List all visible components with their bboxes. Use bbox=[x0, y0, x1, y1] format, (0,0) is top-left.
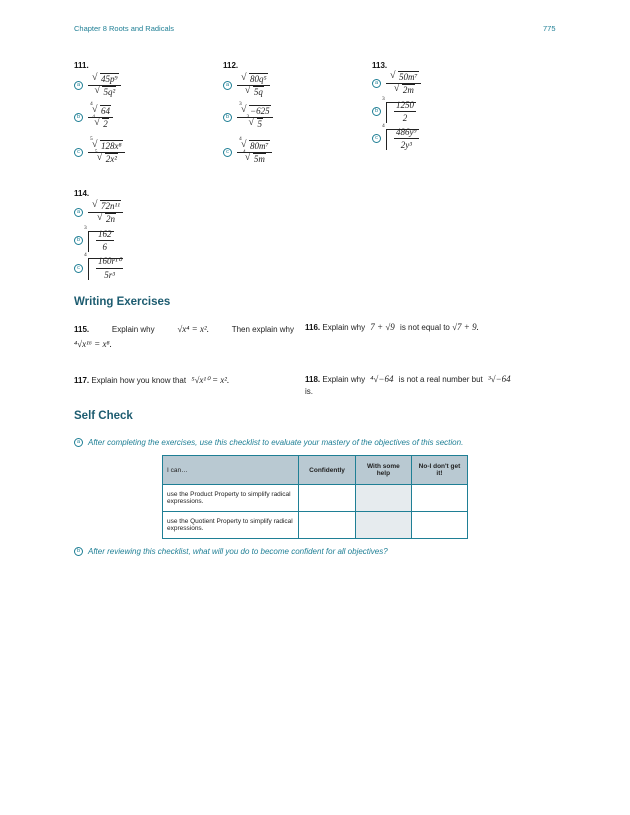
page-number: 775 bbox=[543, 24, 556, 33]
problem-part bbox=[372, 122, 419, 151]
radical-fraction: √ 45p⁹ √ 5q² bbox=[88, 74, 121, 97]
part-label-circle: a bbox=[74, 81, 83, 90]
table-row bbox=[163, 485, 468, 512]
part-label-circle: a bbox=[372, 79, 381, 88]
problem-number: 111. bbox=[74, 61, 89, 70]
part-label-circle: b bbox=[223, 113, 232, 122]
radical-fraction: √ 4 80m⁷ √ 4 5m bbox=[237, 141, 272, 164]
problem-part bbox=[223, 72, 270, 98]
with-some-help-cell[interactable] bbox=[355, 485, 411, 512]
exercise-116: 116. Explain why 7 + √9 is not equal to √7 + 9. bbox=[305, 322, 479, 332]
objective-cell: use the Product Property to simplify radical expressions. bbox=[163, 485, 299, 512]
part-label-circle: c bbox=[372, 134, 381, 143]
confidently-cell[interactable] bbox=[299, 485, 356, 512]
radical-of-fraction: 4 $\frac{\text{486y⁹}}{\text{2y³}}$ bbox=[382, 122, 417, 150]
part-label-circle: b bbox=[74, 113, 83, 122]
objective-cell: use the Quotient Property to simplify radical expressions. bbox=[163, 512, 299, 539]
table-row bbox=[163, 512, 468, 539]
problem-number: 114. bbox=[74, 189, 90, 198]
part-label-circle: c bbox=[223, 148, 232, 157]
dont-get-it-cell[interactable] bbox=[411, 512, 467, 539]
problem-part bbox=[372, 95, 416, 124]
problem-part bbox=[223, 135, 272, 165]
section-title-writing-exercises: Writing Exercises bbox=[74, 296, 171, 308]
with-some-help-cell[interactable] bbox=[355, 512, 411, 539]
exercise-115: 115. Explain why √x⁴ = x². Then explain why ⁴√x¹⁶ = x⁸. bbox=[74, 324, 294, 349]
radical-of-fraction: 3 $\frac{1250}{2}$ bbox=[382, 95, 414, 123]
dont-get-it-cell[interactable] bbox=[411, 485, 467, 512]
problem-number: 113. bbox=[372, 61, 388, 70]
part-label-circle: a bbox=[74, 438, 83, 447]
problem-part bbox=[74, 72, 121, 98]
radical-fraction: √ 80q⁵ √ 5q bbox=[237, 74, 270, 97]
part-label-circle: c bbox=[74, 264, 83, 273]
exercise-118: 118. Explain why ⁴√−64 is not a real number but ³√−64 is. bbox=[305, 374, 511, 396]
part-label-circle: a bbox=[223, 81, 232, 90]
self-check-instruction-a: a After completing the exercises, use this checklist to evaluate your mastery of the objectives of this section. bbox=[74, 438, 463, 447]
table-header: I can… bbox=[163, 456, 299, 485]
radical-fraction: √ 4 64 √ 4 2 bbox=[88, 106, 113, 129]
radical-fraction: √ 3 −625 √ 3 5 bbox=[237, 106, 273, 129]
problem-part bbox=[74, 135, 125, 165]
section-title-self-check: Self Check bbox=[74, 410, 133, 422]
exercise-117: 117. Explain how you know that ⁵√x¹⁰ = x². bbox=[74, 375, 230, 385]
self-check-instruction-b: b After reviewing this checklist, what will you do to become confident for all objectives? bbox=[74, 547, 388, 556]
part-label-circle: b bbox=[74, 236, 83, 245]
problem-part bbox=[372, 70, 421, 96]
part-label-circle: b bbox=[74, 547, 83, 556]
part-label-circle: a bbox=[74, 208, 83, 217]
problem-part bbox=[74, 224, 114, 253]
table-header: No-I don't get it! bbox=[411, 456, 467, 485]
chapter-header: Chapter 8 Roots and Radicals bbox=[74, 24, 175, 33]
problem-part bbox=[74, 199, 123, 225]
confidently-cell[interactable] bbox=[299, 512, 356, 539]
problem-part bbox=[74, 100, 113, 130]
radical-of-fraction: 4 $\frac{\text{160r¹⁰}}{\text{5r³}}$ bbox=[84, 252, 122, 280]
self-check-table bbox=[162, 455, 468, 539]
part-label-circle: b bbox=[372, 107, 381, 116]
part-label-circle: c bbox=[74, 148, 83, 157]
radical-fraction: √ 5 128x⁸ √ 5 2x² bbox=[88, 141, 125, 164]
table-header: With some help bbox=[355, 456, 411, 485]
problem-number: 112. bbox=[223, 61, 239, 70]
table-header: Confidently bbox=[299, 456, 356, 485]
radical-fraction: √ 72n¹¹ √ 2n bbox=[88, 201, 123, 224]
radical-fraction: √ 50m⁷ √ 2m bbox=[386, 72, 421, 95]
radical-of-fraction: 3 $\frac{162}{6}$ bbox=[84, 224, 112, 252]
problem-part bbox=[223, 100, 273, 130]
problem-part bbox=[74, 252, 123, 281]
